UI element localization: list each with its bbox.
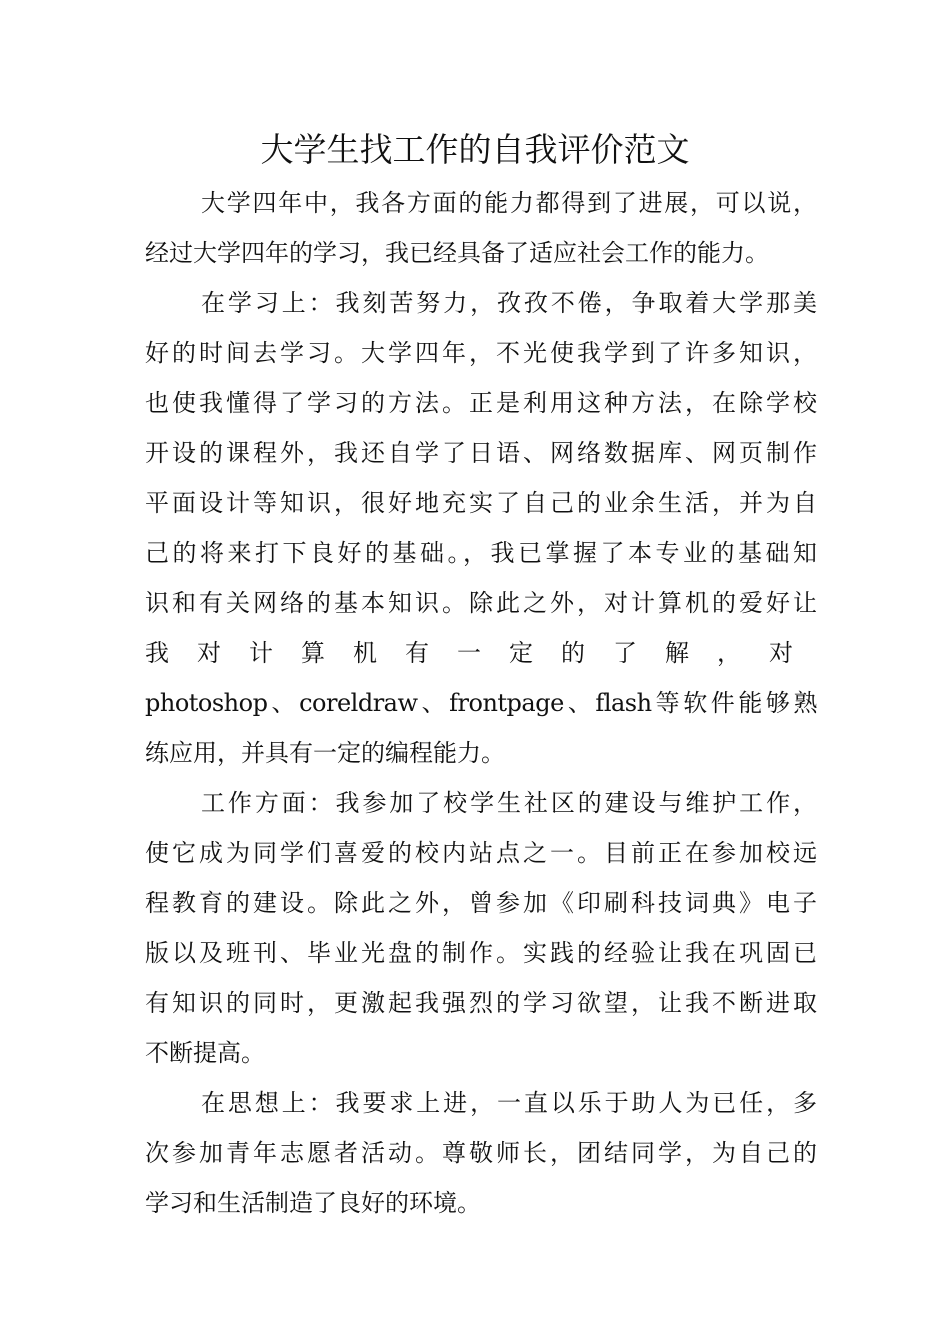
text-line: 己的将来打下良好的基础。，我已掌握了本专业的基础知 [145, 539, 817, 567]
text-line: 在思想上：我要求上进，一直以乐于助人为已任，多 [201, 1089, 817, 1117]
text-line: 程教育的建设。除此之外，曾参加《印刷科技词典》电子 [145, 889, 817, 917]
document-body [145, 178, 817, 1228]
paragraph-1 [145, 178, 817, 278]
paragraph-4 [145, 1078, 817, 1228]
text-line: 也使我懂得了学习的方法。正是利用这种方法，在除学校 [145, 389, 817, 417]
text-line: 版以及班刊、毕业光盘的制作。实践的经验让我在巩固已 [145, 939, 817, 967]
text-line: 学习和生活制造了良好的环境。 [145, 1189, 481, 1217]
text-line: 平面设计等知识，很好地充实了自己的业余生活，并为自 [145, 489, 817, 517]
text-line: photoshop、coreldraw、frontpage、flash等软件能够熟 [145, 689, 817, 717]
text-line: 使它成为同学们喜爱的校内站点之一。目前正在参加校远 [145, 839, 817, 867]
paragraph-3 [145, 778, 817, 1078]
text-line: 次参加青年志愿者活动。尊敬师长，团结同学，为自己的 [145, 1139, 817, 1167]
text-line: 我对计算机有一定的了解，对 [145, 639, 817, 667]
document-title: 大学生找工作的自我评价范文 [260, 130, 690, 169]
text-line: 好的时间去学习。大学四年，不光使我学到了许多知识， [145, 339, 817, 367]
text-line: 练应用，并具有一定的编程能力。 [145, 739, 505, 767]
text-line: 有知识的同时，更激起我强烈的学习欲望，让我不断进取 [145, 989, 817, 1017]
text-line: 开设的课程外，我还自学了日语、网络数据库、网页制作 [145, 439, 817, 467]
text-line: 工作方面：我参加了校学生社区的建设与维护工作， [201, 789, 817, 817]
text-line: 经过大学四年的学习，我已经具备了适应社会工作的能力。 [145, 239, 769, 267]
text-line: 在学习上：我刻苦努力，孜孜不倦，争取着大学那美 [201, 289, 817, 317]
text-line: 识和有关网络的基本知识。除此之外，对计算机的爱好让 [145, 589, 817, 617]
text-line: 不断提高。 [145, 1039, 265, 1067]
text-line: 大学四年中，我各方面的能力都得到了进展，可以说， [201, 189, 817, 217]
paragraph-2 [145, 278, 817, 778]
